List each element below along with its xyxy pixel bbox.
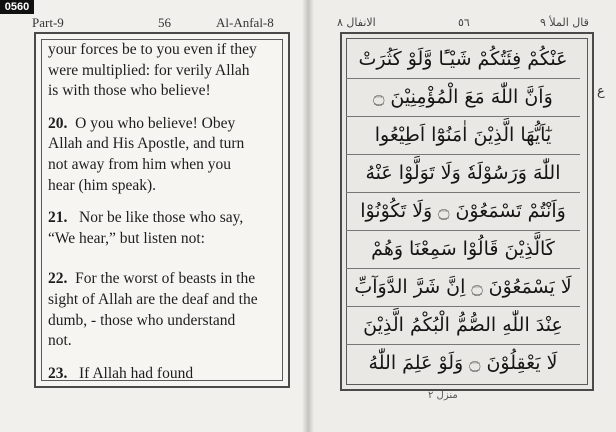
arabic-text-frame [340, 32, 594, 391]
arabic-sura-label: الانفال ٨ [337, 16, 376, 29]
arabic-line: يٰٓاَيُّهَا الَّذِيْنَ اٰمَنُوْٓا اَطِيْعُوا [346, 116, 580, 155]
image-number-label: 0560 [0, 0, 34, 14]
arabic-line: عِنْدَ اللّٰهِ الصُّمُّ الْبُكْمُ الَّذِيْنَ [346, 306, 580, 345]
text-line: not. [48, 332, 72, 350]
manzil-note: منزل ٢ [428, 390, 458, 401]
ruku-margin-mark: ع [597, 84, 605, 99]
translation-text [48, 40, 272, 384]
arabic-line: وَاَنْتُمْ تَسْمَعُوْنَ ۝ وَلَا تَكُوْنُوْا [346, 192, 580, 231]
verse-23-line [48, 364, 272, 385]
text-line: sight of Allah are the deaf and the [48, 290, 258, 308]
arabic-line: كَالَّذِيْنَ قَالُوْا سَمِعْنَا وَهُمْ [346, 230, 580, 269]
verse-number: 20. [48, 114, 68, 132]
verse-21-line [48, 208, 272, 229]
text-line: Allah and His Apostle, and turn [48, 135, 245, 153]
page-number: 56 [158, 15, 171, 30]
text-line: dumb, - those who understand [48, 311, 236, 329]
verse-text: If Allah had found [79, 364, 194, 382]
arabic-page-number: ٥٦ [458, 16, 470, 29]
text-line: hear (him speak). [48, 176, 157, 194]
verse-20-line [48, 114, 272, 135]
arabic-line: اللّٰهَ وَرَسُوْلَهٗ وَلَا تَوَلَّوْا عَنْهُ [346, 154, 580, 193]
verse-text: Nor be like those who say, [79, 209, 244, 227]
arabic-line: عَنْكُمْ فِئَتُكُمْ شَيْـًٔا وَّلَوْ كَثُرَتْ [346, 40, 580, 79]
translation-frame [34, 32, 290, 388]
arabic-line: لَا يَسْمَعُوْنَ ۝ اِنَّ شَرَّ الدَّوَآبِّ [346, 268, 580, 307]
verse-22-line [48, 269, 272, 290]
verse-number: 21. [48, 209, 68, 227]
verse-text: For the worst of beasts in the [75, 270, 256, 288]
arabic-line: لَا يَعْقِلُوْنَ ۝ وَلَوْ عَلِمَ اللّٰهُ [368, 352, 558, 374]
arabic-line: وَاَنَّ اللّٰهَ مَعَ الْمُؤْمِنِيْنَ ۝ [346, 78, 580, 117]
sura-label: Al-Anfal-8 [216, 15, 274, 30]
text-line: is with those who believe! [48, 82, 211, 100]
text-line: your forces be to you even if they [48, 41, 257, 58]
text-line: were multiplied: for verily Allah [48, 61, 250, 79]
verse-number: 23. [48, 364, 68, 382]
text-line: not away from him when you [48, 155, 231, 173]
text-line: “We hear,” but listen not: [48, 229, 205, 247]
verse-text: O you who believe! Obey [75, 114, 236, 132]
part-label: Part-9 [32, 15, 64, 30]
book-gutter [302, 0, 314, 432]
arabic-part-label: قال الملأ ٩ [540, 16, 589, 29]
verse-number: 22. [48, 270, 68, 288]
